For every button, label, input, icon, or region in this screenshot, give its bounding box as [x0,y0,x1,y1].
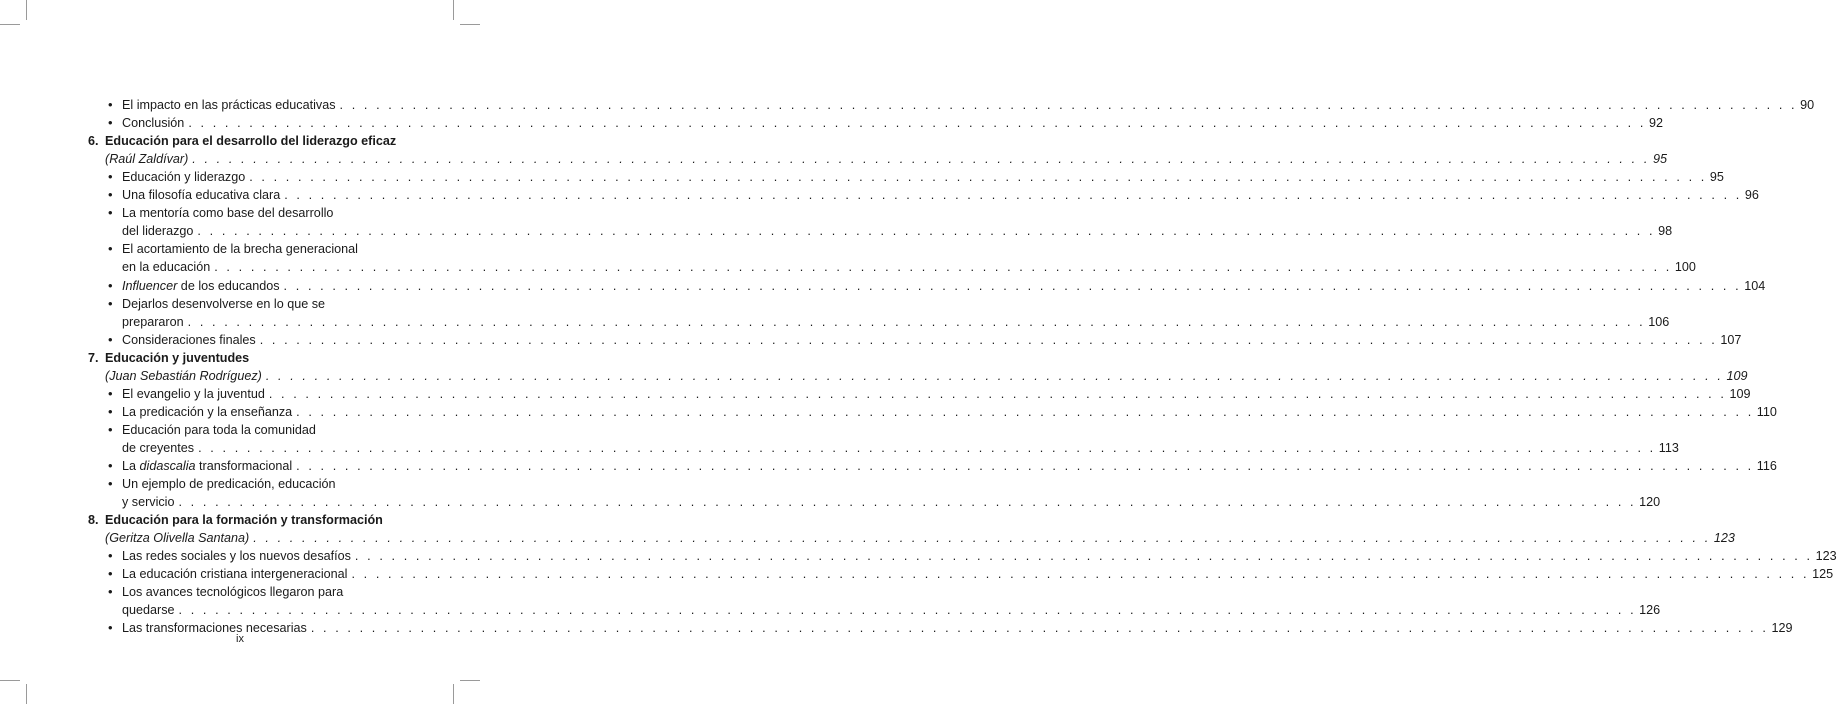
entry-page-number: 104 [1744,278,1766,293]
bullet-icon: • [108,403,113,419]
dot-leader: . . . . . . . . . . . . . . . . . . . . . . . . . . . . . . . . . . . . . . . . . . . . . . . . . . . . . . . . . . . . . . . . . . . . . . . . . . . . . . . . . . . . . . . . . . . . . . . . . . . . . . . . . . . . . . . . . . . . . . . . [354,549,1813,564]
crop-mark-top-left-h [0,24,20,25]
toc-entry [88,96,1815,114]
bullet-icon: • [108,584,113,600]
entry-title-text: El acortamiento de la brecha generacional [122,242,358,257]
entry-title [122,583,343,601]
entry-title-text: Las redes sociales y los nuevos desafíos [122,549,351,564]
entry-title-text: del liderazgo [122,224,194,239]
bullet-icon: • [108,620,113,636]
toc-entry [88,240,394,258]
dot-leader: . . . . . . . . . . . . . . . . . . . . . . . . . . . . . . . . . . . . . . . . . . . . . . . . . . . . . . . . . . . . . . . . . . . . . . . . . . . . . . . . . . . . . . . . . . . . . . . . . . . . . . . . . . . . . . . . . . . . . . . . [253,531,1711,546]
entry-title-text: El evangelio y la juventud [122,386,265,401]
dot-leader: . . . . . . . . . . . . . . . . . . . . . . . . . . . . . . . . . . . . . . . . . . . . . . . . . . . . . . . . . . . . . . . . . . . . . . . . . . . . . . . . . . . . . . . . . . . . . . . . . . . . . . . . . . . . . . . . . . . . . . . . [178,603,1637,618]
entry-title [105,150,188,168]
entry-page-number: 106 [1648,314,1670,329]
entry-title-italic: didascalia [139,459,196,473]
entry-title [122,222,193,240]
toc-entry [88,403,1777,421]
bullet-icon: • [108,385,113,401]
entry-title-text: Educación para la formación y transformación [105,513,383,528]
dot-leader: . . . . . . . . . . . . . . . . . . . . . . . . . . . . . . . . . . . . . . . . . . . . . . . . . . . . . . . . . . . . . . . . . . . . . . . . . . . . . . . . . . . . . . . . . . . . . . . . . . . . . . . . . . . . . . . . . . . . . . . . [198,440,1656,455]
bullet-icon: • [108,187,113,203]
entry-title [122,385,265,403]
dot-leader: . . . . . . . . . . . . . . . . . . . . . . . . . . . . . . . . . . . . . . . . . . . . . . . . . . . . . . . . . . . . . . . . . . . . . . . . . . . . . . . . . . . . . . . . . . . . . . . . . . . . . . . . . . . . . . . . . . . . . . . . [339,98,1798,112]
bullet-icon: • [108,566,113,582]
bullet-icon: • [108,421,113,437]
crop-mark-bottom-right-h [460,680,480,681]
toc-entry [88,295,394,313]
crop-mark-bottom-right [453,684,454,704]
toc-entry [88,204,394,222]
dot-leader: . . . . . . . . . . . . . . . . . . . . . . . . . . . . . . . . . . . . . . . . . . . . . . . . . . . . . . . . . . . . . . . . . . . . . . . . . . . . . . . . . . . . . . . . . . . . . . . . . . . . . . . . . . . . . . . . . . . . . . . . [214,260,1672,275]
entry-title-text: (Juan Sebastián Rodríguez) [105,368,262,383]
entry-title [122,547,351,565]
crop-mark-top-right-h [460,24,480,25]
entry-page-number: 123 [1815,549,1837,564]
dot-leader: . . . . . . . . . . . . . . . . . . . . . . . . . . . . . . . . . . . . . . . . . . . . . . . . . . . . . . . . . . . . . . . . . . . . . . . . . . . . . . . . . . . . . . . . . . . . . . . . . . . . . . . . . . . . . . . . . . . . . . . . [192,152,1650,167]
entry-page-number: 109 [1729,386,1751,401]
crop-mark-top-left [26,0,27,20]
entry-title-text: prepararon [122,314,184,329]
crop-mark-bottom-left [26,684,27,704]
entry-title-text: transformacional [195,459,293,473]
entry-title [105,529,249,547]
toc-entry [88,150,1667,168]
bullet-icon: • [108,548,113,564]
entry-page-number: 123 [1713,531,1735,546]
toc-entry [88,114,1663,132]
bullet-icon: • [108,169,113,185]
entry-title [122,421,316,439]
entry-title-text: Educación para el desarrollo del liderazgo eficaz [105,134,397,149]
section-number: 7. [88,350,99,365]
entry-title-text: Conclusión [122,116,185,131]
entry-page-number: 126 [1639,603,1661,618]
entry-title [105,511,383,529]
section-number: 6. [88,134,99,149]
entry-title [122,114,184,132]
entry-title-text: La predicación y la enseñanza [122,404,293,419]
toc-section [88,349,394,367]
entry-title-text: El impacto en las prácticas educativas [122,98,336,112]
entry-title [122,258,210,276]
toc-entry [88,547,1837,565]
bullet-icon: • [108,97,113,112]
toc-entry [88,367,1748,385]
toc-section [88,511,394,529]
bullet-icon: • [108,241,113,257]
entry-title-text: en la educación [122,260,211,275]
entry-title-text: Un ejemplo de predicación, educación [122,477,336,492]
entry-title-italic: Influencer [122,278,178,293]
crop-mark-bottom-left-h [0,680,20,681]
entry-page-number: 116 [1756,459,1777,473]
toc-entry [88,601,1661,619]
entry-title-text: Educación y juventudes [105,350,250,365]
toc-entry [88,313,1670,331]
entry-title-text: de creyentes [122,440,195,455]
entry-title [122,186,280,204]
entry-title-prefix: La [122,459,140,473]
bullet-icon: • [108,476,113,492]
entry-title-text: Dejarlos desenvolverse en lo que se [122,296,326,311]
dot-leader: . . . . . . . . . . . . . . . . . . . . . . . . . . . . . . . . . . . . . . . . . . . . . . . . . . . . . . . . . . . . . . . . . . . . . . . . . . . . . . . . . . . . . . . . . . . . . . . . . . . . . . . . . . . . . . . . . . . . . . . . [283,278,1742,293]
entry-title [122,565,347,583]
entry-page-number: 100 [1674,260,1696,275]
toc-section [88,132,397,150]
entry-title [122,457,292,475]
entry-page-number: 120 [1639,495,1661,510]
entry-title [105,349,249,367]
toc-entry [88,439,1679,457]
entry-title-text: Consideraciones finales [122,332,256,347]
entry-title-text: (Geritza Olivella Santana) [105,531,250,546]
entry-page-number: 129 [1771,621,1793,636]
entry-page-number: 96 [1744,188,1759,203]
entry-title-text: Una filosofía educativa clara [122,188,281,203]
dot-leader: . . . . . . . . . . . . . . . . . . . . . . . . . . . . . . . . . . . . . . . . . . . . . . . . . . . . . . . . . . . . . . . . . . . . . . . . . . . . . . . . . . . . . . . . . . . . . . . . . . . . . . . . . . . . . . . . . . . . . . . . [188,116,1646,131]
toc-entry [88,277,1766,295]
bullet-icon: • [108,458,113,473]
toc-entry [88,258,1696,276]
entry-title [105,367,262,385]
entry-title [122,493,174,511]
entry-title [122,240,358,258]
entry-page-number: 92 [1648,116,1663,131]
entry-title-text: y servicio [122,495,175,510]
toc-entry [88,493,1661,511]
dot-leader: . . . . . . . . . . . . . . . . . . . . . . . . . . . . . . . . . . . . . . . . . . . . . . . . . . . . . . . . . . . . . . . . . . . . . . . . . . . . . . . . . . . . . . . . . . . . . . . . . . . . . . . . . . . . . . . . . . . . . . . . [310,621,1769,636]
section-number: 8. [88,513,99,528]
toc-entry [88,457,1777,475]
page-number: ix [236,633,244,645]
toc-entry [88,222,1673,240]
toc-entry [88,385,1751,403]
entry-page-number: 95 [1709,170,1724,185]
entry-title [105,132,396,150]
dot-leader: . . . . . . . . . . . . . . . . . . . . . . . . . . . . . . . . . . . . . . . . . . . . . . . . . . . . . . . . . . . . . . . . . . . . . . . . . . . . . . . . . . . . . . . . . . . . . . . . . . . . . . . . . . . . . . . . . . . . . . . . [296,404,1754,419]
entry-page-number: 109 [1726,368,1748,383]
dot-leader: . . . . . . . . . . . . . . . . . . . . . . . . . . . . . . . . . . . . . . . . . . . . . . . . . . . . . . . . . . . . . . . . . . . . . . . . . . . . . . . . . . . . . . . . . . . . . . . . . . . . . . . . . . . . . . . . . . . . . . . . [284,188,1742,203]
crop-mark-top-right [453,0,454,20]
entry-page-number: 113 [1658,440,1679,455]
dot-leader: . . . . . . . . . . . . . . . . . . . . . . . . . . . . . . . . . . . . . . . . . . . . . . . . . . . . . . . . . . . . . . . . . . . . . . . . . . . . . . . . . . . . . . . . . . . . . . . . . . . . . . . . . . . . . . . . . . . . . . . . [265,368,1724,383]
dot-leader: . . . . . . . . . . . . . . . . . . . . . . . . . . . . . . . . . . . . . . . . . . . . . . . . . . . . . . . . . . . . . . . . . . . . . . . . . . . . . . . . . . . . . . . . . . . . . . . . . . . . . . . . . . . . . . . . . . . . . . . . [178,495,1637,510]
toc-entry [88,186,1759,204]
entry-title-text: Los avances tecnológicos llegaron para [122,585,344,600]
bullet-icon: • [108,295,113,311]
entry-page-number: 98 [1658,224,1673,239]
entry-title [122,204,333,222]
entry-title-text: Las transformaciones necesarias [122,621,307,636]
entry-page-number: 95 [1652,152,1667,167]
dot-leader: . . . . . . . . . . . . . . . . . . . . . . . . . . . . . . . . . . . . . . . . . . . . . . . . . . . . . . . . . . . . . . . . . . . . . . . . . . . . . . . . . . . . . . . . . . . . . . . . . . . . . . . . . . . . . . . . . . . . . . . . [249,170,1707,185]
entry-title [122,96,336,114]
entry-title [122,277,280,295]
entry-title-text: quedarse [122,603,175,618]
entry-title [122,475,336,493]
entry-title-text: La educación cristiana intergeneracional [122,567,348,582]
entry-title-text: (Raúl Zaldívar) [105,152,189,167]
dot-leader: . . . . . . . . . . . . . . . . . . . . . . . . . . . . . . . . . . . . . . . . . . . . . . . . . . . . . . . . . . . . . . . . . . . . . . . . . . . . . . . . . . . . . . . . . . . . . . . . . . . . . . . . . . . . . . . . . . . . . . . . [351,567,1810,582]
entry-page-number: 107 [1720,332,1742,347]
entry-title-text: La mentoría como base del desarrollo [122,206,334,221]
dot-leader: . . . . . . . . . . . . . . . . . . . . . . . . . . . . . . . . . . . . . . . . . . . . . . . . . . . . . . . . . . . . . . . . . . . . . . . . . . . . . . . . . . . . . . . . . . . . . . . . . . . . . . . . . . . . . . . . . . . . . . . . [197,224,1656,239]
bullet-icon: • [108,205,113,221]
entry-title-text: Educación para toda la comunidad [122,422,316,437]
bullet-icon: • [108,115,113,131]
entry-page-number: 125 [1812,567,1834,582]
bullet-icon: • [108,331,113,347]
toc-entry [88,475,394,493]
toc-entry [88,331,1742,349]
entry-title [122,295,325,313]
toc-entry [88,529,1735,547]
dot-leader: . . . . . . . . . . . . . . . . . . . . . . . . . . . . . . . . . . . . . . . . . . . . . . . . . . . . . . . . . . . . . . . . . . . . . . . . . . . . . . . . . . . . . . . . . . . . . . . . . . . . . . . . . . . . . . . . . . . . . . . . [296,459,1754,473]
entry-title [122,331,256,349]
dot-leader: . . . . . . . . . . . . . . . . . . . . . . . . . . . . . . . . . . . . . . . . . . . . . . . . . . . . . . . . . . . . . . . . . . . . . . . . . . . . . . . . . . . . . . . . . . . . . . . . . . . . . . . . . . . . . . . . . . . . . . . . [187,314,1646,329]
bullet-icon: • [108,277,113,293]
dot-leader: . . . . . . . . . . . . . . . . . . . . . . . . . . . . . . . . . . . . . . . . . . . . . . . . . . . . . . . . . . . . . . . . . . . . . . . . . . . . . . . . . . . . . . . . . . . . . . . . . . . . . . . . . . . . . . . . . . . . . . . . [268,386,1727,401]
entry-title-text: de los educandos [177,278,280,293]
entry-title [122,601,175,619]
entry-title [122,313,184,331]
toc-entry [88,565,1834,583]
toc-entry [88,583,394,601]
entry-title [122,439,194,457]
entry-title [122,403,292,421]
dot-leader: . . . . . . . . . . . . . . . . . . . . . . . . . . . . . . . . . . . . . . . . . . . . . . . . . . . . . . . . . . . . . . . . . . . . . . . . . . . . . . . . . . . . . . . . . . . . . . . . . . . . . . . . . . . . . . . . . . . . . . . . [259,332,1718,347]
entry-page-number: 90 [1800,98,1815,112]
entry-page-number: 110 [1756,404,1777,419]
entry-title-text: Educación y liderazgo [122,170,246,185]
entry-title [122,168,245,186]
toc-entry [88,168,1724,186]
toc-entry [88,421,394,439]
